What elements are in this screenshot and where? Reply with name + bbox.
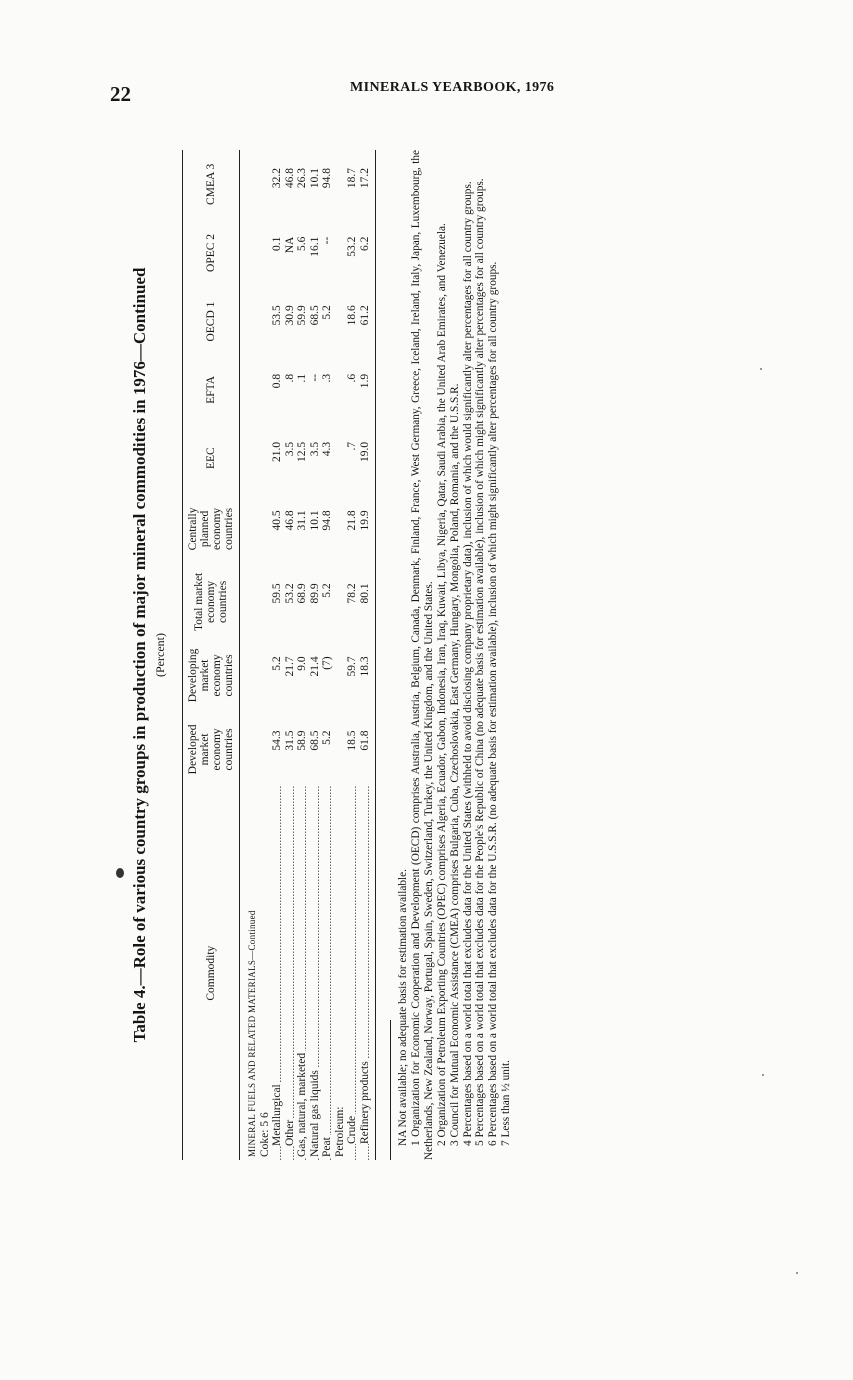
rotated-table-block — [130, 150, 600, 1160]
table-cell: 16.1 — [308, 236, 321, 257]
footnote: 2 Organization of Petroleum Exporting Countries (OPEC) comprises Algeria, Ecuador, Gabon, Indonesia, Iran, Iraq, Kuwait, Libya, Nigeria, Qatar, Saudi Arabia, the United Arab Emirates, and Venezuela. — [435, 223, 448, 1146]
table-cell: 17.2 — [358, 168, 371, 189]
speck-mark — [762, 1074, 764, 1076]
table-cell: 1.9 — [358, 373, 371, 389]
table-cell: 31.1 — [296, 510, 308, 531]
table-cell: 0.8 — [271, 373, 283, 389]
group-row — [259, 150, 272, 1160]
column-header: EFTA — [205, 375, 217, 404]
table-cell: 94.8 — [321, 510, 333, 531]
table-row — [359, 150, 376, 1160]
column-header: Developed market economy countries — [187, 724, 235, 775]
table-header-row — [183, 150, 240, 1160]
footnote: 3 Council for Mutual Economic Assistance (CMEA) comprises Bulgaria, Cuba, Czechoslovakia, East Germany, Hungary, Mongolia, Poland, Romania, and the U.S.S.R. — [448, 383, 461, 1146]
table-cell: 5.6 — [296, 236, 308, 252]
table-cell: 30.9 — [283, 305, 296, 326]
table-row — [309, 150, 322, 1160]
footnote: 5 Percentages based on a world total that excludes data for the People's Republic of China (no adequate basis for estimation available), inclusion of which might significantly alter percentages for all country groups. — [474, 178, 487, 1146]
table-cell: 53.5 — [271, 305, 283, 326]
table-cell: 68.5 — [308, 305, 321, 326]
table-cell: 10.1 — [308, 510, 321, 531]
table-cell: -- — [308, 373, 321, 382]
ink-smudge — [116, 868, 124, 878]
column-header: Commodity — [205, 945, 217, 1001]
table-cell: 18.7 — [346, 168, 358, 189]
table-cell: 46.8 — [283, 510, 296, 531]
running-title: MINERALS YEARBOOK, 1976 — [350, 80, 555, 95]
table-cell: 5.2 — [321, 730, 333, 745]
table-cell: 3.5 — [283, 441, 296, 457]
footnote: 7 Less than ½ unit. — [500, 1060, 513, 1146]
group-label: Petroleum: — [333, 1106, 346, 1157]
table-cell: 18.6 — [346, 305, 358, 326]
table-row — [284, 150, 297, 1160]
table-cell: 58.9 — [296, 730, 308, 751]
table-cell: 0.1 — [271, 236, 283, 252]
column-header: OPEC 2 — [205, 233, 217, 272]
table-cell: 19.0 — [358, 441, 371, 462]
table-cell: (7) — [321, 656, 333, 670]
table-cell: .7 — [346, 441, 358, 451]
column-header: Centrally planned economy countries — [187, 507, 235, 551]
table-cell: 53.2 — [283, 583, 296, 604]
column-header: OECD 1 — [205, 301, 217, 342]
table-cell: 4.3 — [321, 441, 333, 457]
footnote-rule — [390, 1020, 391, 1160]
table-cell: 40.5 — [271, 510, 283, 531]
row-label: Refinery products — [359, 786, 376, 1160]
table-cell: 5.2 — [321, 583, 333, 598]
table-cell: NA — [283, 236, 296, 254]
footnote: 4 Percentages based on a world total that excludes data for the United States (withheld to avoid disclosing company proprietary data), inclusion of which would significantly alter percentages for all country groups. — [461, 181, 474, 1146]
table-row — [321, 150, 334, 1160]
table-cell: .8 — [283, 373, 296, 383]
table-cell: 5.2 — [321, 305, 333, 320]
row-label: Metallurgical — [271, 786, 284, 1160]
table-cell: 80.1 — [358, 583, 371, 604]
table-cell: 78.2 — [346, 583, 358, 604]
footnotes — [397, 150, 513, 1160]
table-cell: 59.7 — [346, 656, 358, 677]
table-title: Table 4.—Role of various country groups in production of major mineral commodities in 1976—Continued — [130, 267, 149, 1043]
table-cell: 9.0 — [296, 656, 308, 671]
table-cell: .1 — [296, 373, 308, 383]
table-cell: 5.2 — [271, 656, 283, 671]
table-row — [346, 150, 359, 1160]
table-cell: 32.2 — [271, 168, 283, 189]
table-cell: 53.2 — [346, 236, 358, 257]
table-cell: 68.5 — [308, 730, 321, 751]
table-cell: 21.8 — [346, 510, 358, 531]
row-label: Natural gas liquids — [309, 786, 322, 1160]
table-cell: 6.2 — [358, 236, 371, 252]
table-cell: 68.9 — [296, 583, 308, 604]
speck-mark — [796, 1272, 798, 1274]
table-cell: 54.3 — [271, 730, 283, 751]
section-row — [240, 150, 259, 1160]
row-label: Other — [284, 786, 297, 1160]
table-cell: .3 — [321, 373, 333, 383]
column-header: Developing market economy countries — [187, 648, 235, 703]
table-cell: 61.8 — [358, 730, 371, 751]
row-label: Peat — [321, 786, 334, 1160]
table-subtitle: (Percent) — [153, 633, 167, 677]
table-cell: 26.3 — [296, 168, 308, 189]
group-label: Coke: 5 6 — [258, 1112, 271, 1157]
table-cell: 31.5 — [283, 730, 296, 751]
table-cell: 89.9 — [308, 583, 321, 604]
table-row — [271, 150, 284, 1160]
table-cell: -- — [321, 236, 333, 245]
row-label: Gas, natural, marketed — [296, 786, 309, 1160]
table-cell: 3.5 — [308, 441, 321, 457]
table-cell: .6 — [346, 373, 358, 383]
commodity-table — [182, 150, 376, 1160]
table-cell: 94.8 — [321, 168, 333, 189]
table-cell: 19.9 — [358, 510, 371, 531]
column-header: EEC — [205, 447, 217, 469]
section-label: MINERAL FUELS AND RELATED MATERIALS—Continued — [247, 910, 257, 1157]
row-label: Crude — [346, 786, 359, 1160]
footnote: 1 Organization for Economic Cooperation and Development (OECD) comprises Australia, Austria, Belgium, Canada, Denmark, Finland, France, West Germany, Greece, Iceland, Ireland, Italy, Japan, Luxembourg, the Netherlands, New Zealand, Norway, Portugal, Spain, Sweden, Switzerland, Turkey, the United Kingdom, and the United States. — [409, 150, 435, 1160]
speck-mark — [760, 368, 762, 370]
table-cell: 21.0 — [271, 441, 283, 462]
column-header: Total market economy countries — [193, 572, 229, 632]
table-cell: 21.4 — [308, 656, 321, 677]
table-cell: 59.5 — [271, 583, 283, 604]
page-number: 22 — [110, 82, 131, 106]
table-cell: 59.9 — [296, 305, 308, 326]
footnote: 6 Percentages based on a world total that excludes data for the U.S.S.R. (no adequate basis for estimation available), inclusion of which might significantly alter percentages for all country groups. — [487, 261, 500, 1146]
table-cell: 61.2 — [358, 305, 371, 326]
table-cell: 18.5 — [346, 730, 358, 751]
column-header: CMEA 3 — [205, 163, 217, 205]
table-cell: 18.3 — [358, 656, 371, 677]
table-cell: 46.8 — [283, 168, 296, 189]
table-cell: 21.7 — [283, 656, 296, 677]
table-cell: 12.5 — [296, 441, 308, 462]
group-row — [334, 150, 347, 1160]
table-cell: 10.1 — [308, 168, 321, 189]
table-row — [296, 150, 309, 1160]
footnote: NA Not available; no adequate basis for estimation available. — [397, 869, 409, 1146]
